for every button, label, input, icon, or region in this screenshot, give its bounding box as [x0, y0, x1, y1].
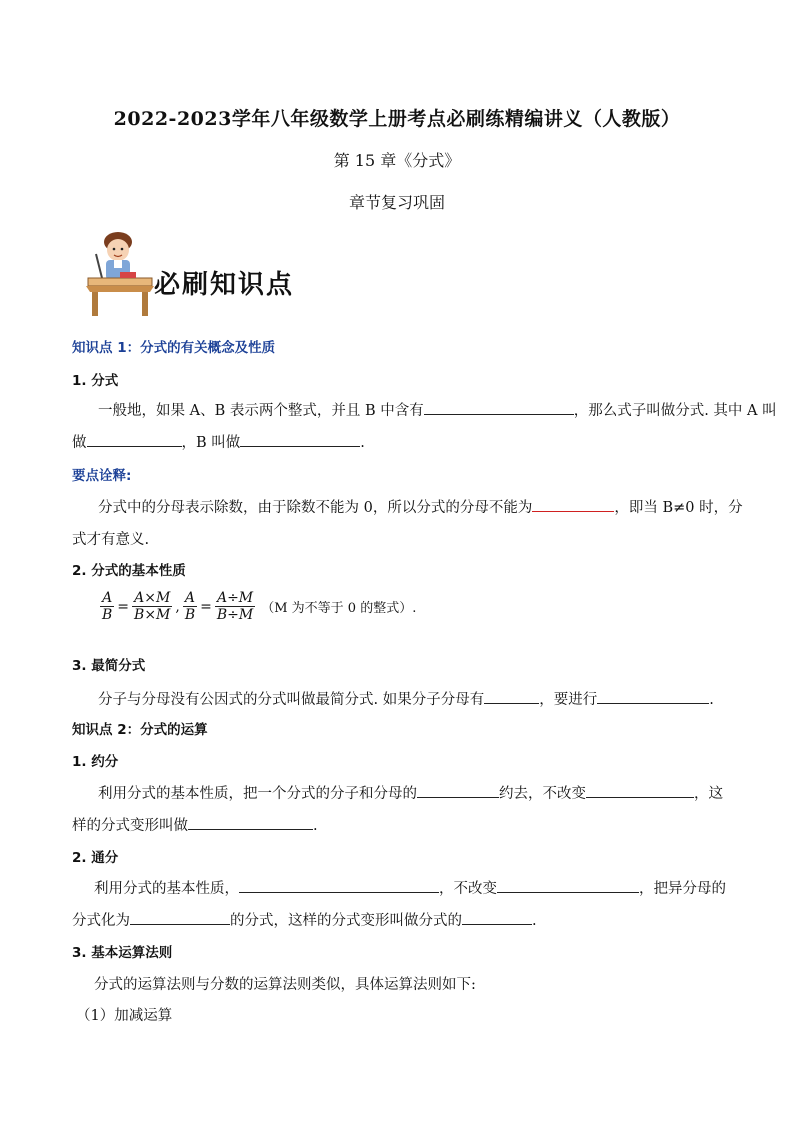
answer-blank[interactable] [462, 910, 532, 925]
answer-blank[interactable] [597, 689, 709, 704]
numerator: A×M [132, 590, 172, 607]
text-span: ，那么式子叫做分式. 其中 A 叫 [573, 403, 777, 419]
kp1-s3-title: 3. 最简分式 [72, 658, 146, 674]
text-span: 约去，不改变 [499, 786, 586, 802]
kp2-s1-line1 [98, 782, 728, 803]
text-span: ，要进行 [539, 692, 598, 708]
comma: , [175, 598, 180, 615]
text-span: 的分式，这样的分式变形叫做分式的 [230, 913, 462, 929]
denominator: B [102, 607, 113, 623]
text-span: ，这 [694, 786, 723, 802]
answer-blank[interactable] [240, 432, 360, 447]
kp1-note-line2: 式才有意义. [72, 532, 150, 548]
denominator: B×M [134, 607, 171, 623]
answer-blank[interactable] [188, 815, 313, 830]
text-span: ，即当 B≠0 时，分 [614, 500, 743, 516]
kp2-s2-title: 2. 通分 [72, 850, 119, 866]
answer-blank[interactable] [424, 400, 574, 415]
text-span: ，把异分母的 [639, 881, 726, 897]
answer-blank[interactable] [586, 783, 694, 798]
knowledge-banner [84, 228, 344, 320]
kp2-s1-title: 1. 约分 [72, 754, 119, 770]
kp1-note-title: 要点诠释: [72, 468, 132, 484]
text-span: . [532, 913, 537, 929]
kp2-s3-title: 3. 基本运算法则 [72, 945, 173, 961]
kp1-s3-line1 [98, 688, 728, 709]
student-desk-illustration [84, 228, 164, 320]
text-span: 利用分式的基本性质，把一个分式的分子和分母的 [98, 786, 417, 802]
document-title: 2022-2023学年八年级数学上册考点必刷练精编讲义（人教版） [113, 108, 681, 130]
text-span: 一般地，如果 A、B 表示两个整式，并且 B 中含有 [98, 403, 424, 419]
text-span: 分式化为 [72, 913, 130, 929]
text-span: . [709, 692, 714, 708]
kp2-heading: 知识点 2：分式的运算 [72, 722, 208, 738]
kp1-s1-line2 [72, 431, 732, 452]
text-span: 样的分式变形叫做 [72, 818, 188, 834]
kp2-s3-item1: （1）加减运算 [76, 1008, 173, 1024]
kp2-s3-text: 分式的运算法则与分数的运算法则类似，具体运算法则如下: [94, 977, 476, 993]
equals-sign: = [117, 598, 130, 615]
numerator: A [183, 590, 197, 607]
text-span: 利用分式的基本性质， [94, 881, 239, 897]
text-span: ，B 叫做 [181, 435, 241, 451]
equals-sign: = [200, 598, 212, 615]
answer-blank[interactable] [239, 878, 439, 893]
numerator: A [100, 590, 114, 607]
answer-blank[interactable] [130, 910, 230, 925]
kp2-s2-line2 [72, 909, 732, 930]
fraction [183, 590, 197, 623]
text-span: 做 [72, 435, 87, 451]
text-span: . [313, 818, 318, 834]
text-span: 分式中的分母表示除数，由于除数不能为 0，所以分式的分母不能为 [98, 500, 533, 516]
denominator: B [184, 607, 196, 623]
denominator: B÷M [216, 607, 254, 623]
answer-blank[interactable] [497, 878, 639, 893]
text-span: . [360, 435, 365, 451]
numerator: A÷M [215, 590, 255, 607]
answer-blank[interactable] [532, 497, 614, 512]
kp1-note-line1 [98, 496, 743, 517]
fraction-property-formula [100, 590, 500, 623]
fraction [100, 590, 114, 623]
kp1-s2-title: 2. 分式的基本性质 [72, 563, 186, 579]
text-span: ，不改变 [439, 881, 497, 897]
answer-blank[interactable] [417, 783, 499, 798]
kp2-s1-line2 [72, 814, 732, 835]
kp2-s2-line1 [94, 877, 724, 898]
fraction [215, 590, 255, 623]
text-span: 分子与分母没有公因式的分式叫做最简分式. 如果分子分母有 [98, 692, 485, 708]
banner-title: 必刷知识点 [154, 270, 295, 300]
kp1-s1-line1 [98, 399, 777, 420]
fraction [132, 590, 172, 623]
kp1-s1-title: 1. 分式 [72, 373, 119, 389]
formula-note: （M 为不等于 0 的整式）. [261, 601, 417, 616]
answer-blank[interactable] [87, 432, 182, 447]
chapter-title: 第 15 章《分式》 [333, 151, 461, 170]
answer-blank[interactable] [484, 689, 539, 704]
section-title: 章节复习巩固 [348, 193, 445, 212]
kp1-heading: 知识点 1：分式的有关概念及性质 [72, 340, 276, 356]
